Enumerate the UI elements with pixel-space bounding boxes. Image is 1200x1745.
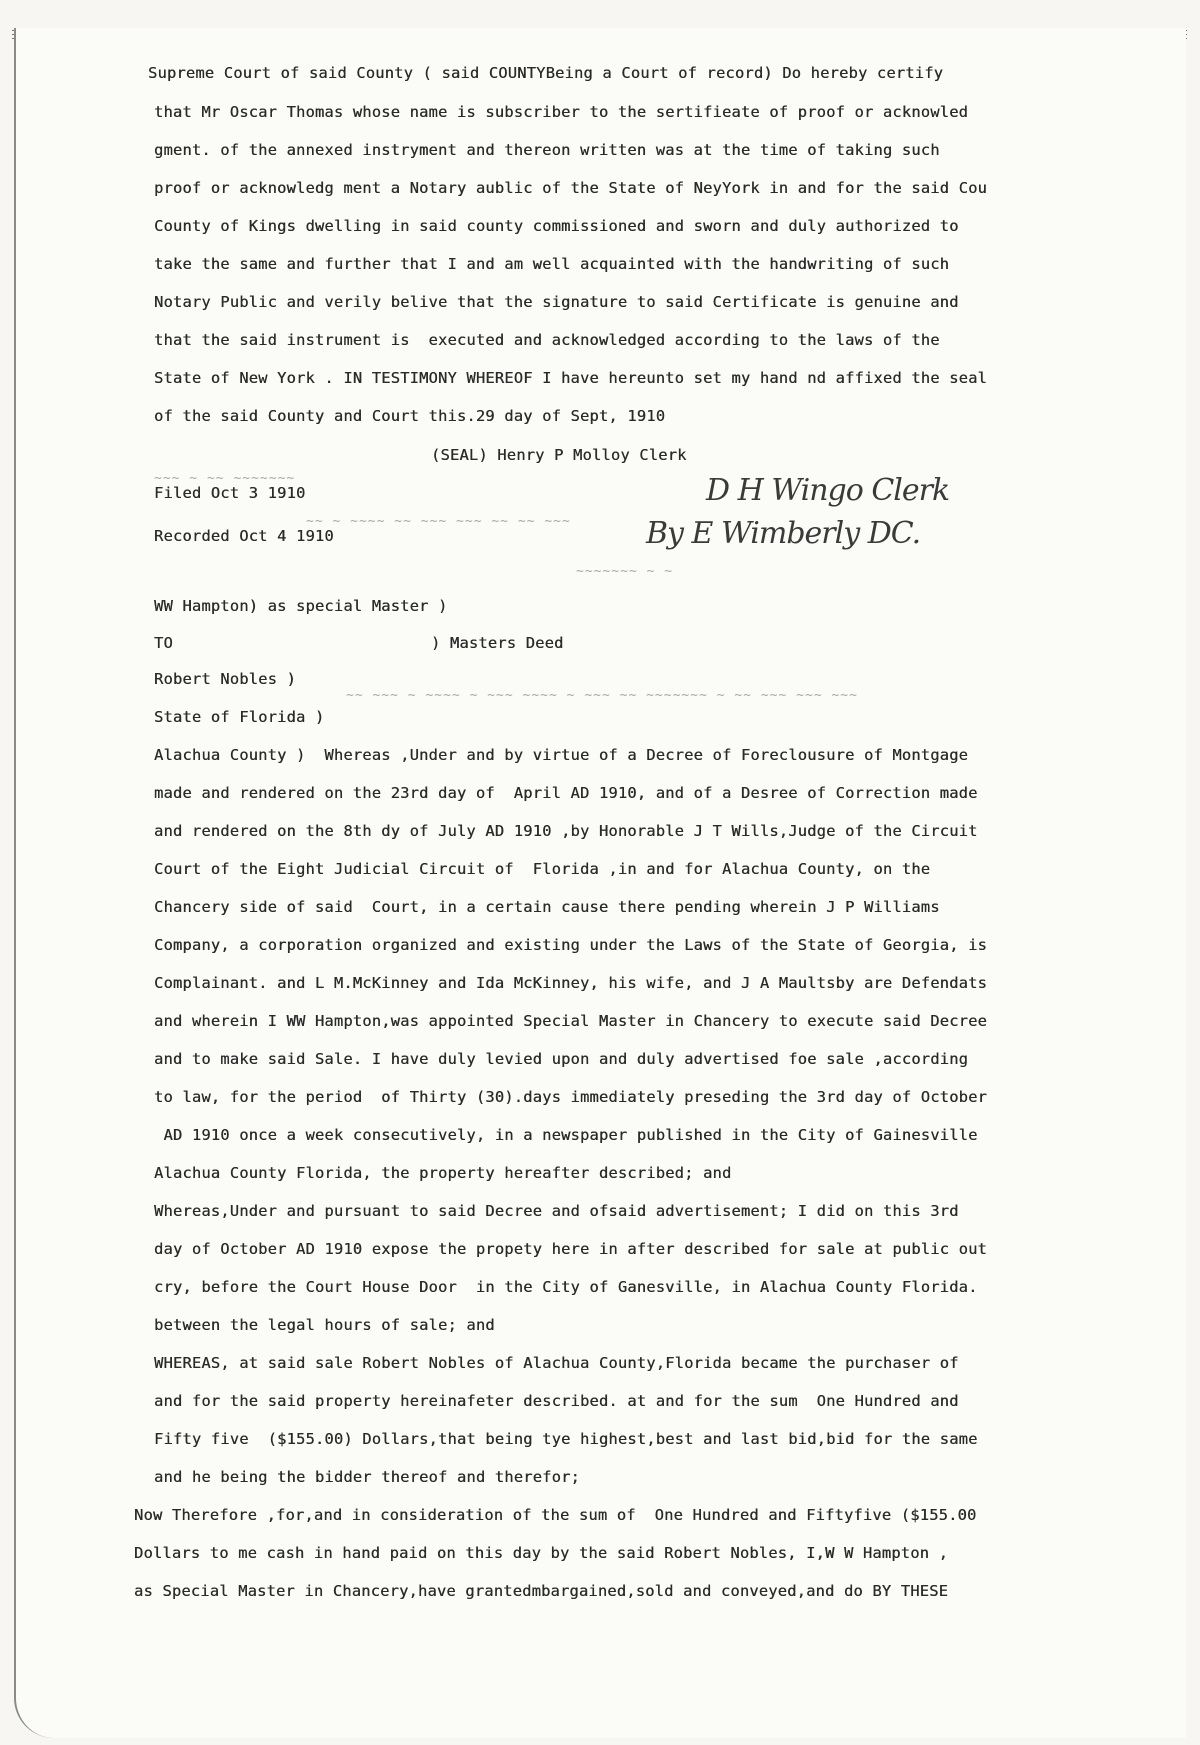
filed-date: Filed Oct 3 1910	[154, 484, 306, 502]
document-page	[14, 28, 1186, 1738]
text-line: State of Florida )	[154, 708, 325, 726]
text-line: gment. of the annexed instryment and thereon written was at the time of taking such	[154, 141, 940, 159]
text-line: day of October AD 1910 expose the propety here in after described for sale at public out	[154, 1240, 988, 1258]
text-line: Fifty five ($155.00) Dollars,that being tye highest,best and last bid,bid for the same	[154, 1430, 978, 1448]
text-line: that Mr Oscar Thomas whose name is subscriber to the sertifieate of proof or acknowled	[154, 103, 969, 121]
text-line: Chancery side of said Court, in a certain cause there pending wherein J P Williams	[154, 898, 940, 916]
text-line: and he being the bidder thereof and therefor;	[154, 1468, 580, 1486]
text-line: Company, a corporation organized and existing under the Laws of the State of Georgia, is	[154, 936, 988, 954]
text-line: Supreme Court of said County ( said COUNTYBeing a Court of record) Do hereby certify	[148, 64, 944, 82]
text-line: as Special Master in Chancery,have grantedmbargained,sold and conveyed,and do BY THESE	[134, 1582, 949, 1600]
text-line: Alachua County Florida, the property hereafter described; and	[154, 1164, 732, 1182]
text-line: between the legal hours of sale; and	[154, 1316, 495, 1334]
text-line: cry, before the Court House Door in the City of Ganesville, in Alachua County Florida.	[154, 1278, 978, 1296]
text-line: and to make said Sale. I have duly levied upon and duly advertised foe sale ,according	[154, 1050, 969, 1068]
text-line: Court of the Eight Judicial Circuit of Florida ,in and for Alachua County, on the	[154, 860, 931, 878]
text-line: take the same and further that I and am well acquainted with the handwriting of such	[154, 255, 950, 273]
caption-title: ) Masters Deed	[431, 634, 564, 652]
clerk-signature: D H Wingo Clerk	[706, 473, 950, 508]
bleed-through-mark: ~~~~~~~ ~ ~	[576, 564, 674, 579]
bleed-through-mark: ~~ ~ ~~~~ ~~ ~~~ ~~~ ~~ ~~ ~~~	[306, 514, 571, 529]
text-line: and rendered on the 8th dy of July AD 1910 ,by Honorable J T Wills,Judge of the Circuit	[154, 822, 978, 840]
text-line: that the said instrument is executed and acknowledged according to the laws of the	[154, 331, 940, 349]
text-line: State of New York . IN TESTIMONY WHEREOF I have hereunto set my hand nd affixed the seal	[154, 369, 988, 387]
bleed-through-mark: ~~ ~~~ ~ ~~~~ ~ ~~~ ~~~~ ~ ~~~ ~~ ~~~~~~~ ~ ~~ ~~~ ~~~ ~~~	[346, 688, 858, 703]
text-line: Alachua County ) Whereas ,Under and by virtue of a Decree of Foreclousure of Montgage	[154, 746, 969, 764]
text-line: Dollars to me cash in hand paid on this day by the said Robert Nobles, I,W W Hampton ,	[134, 1544, 949, 1562]
text-line: WHEREAS, at said sale Robert Nobles of Alachua County,Florida became the purchaser of	[154, 1354, 959, 1372]
bleed-through-mark: ~~~ ~ ~~ ~~~~~~~	[154, 471, 296, 486]
text-line: Whereas,Under and pursuant to said Decree and ofsaid advertisement; I did on this 3rd	[154, 1202, 959, 1220]
text-line: AD 1910 once a week consecutively, in a newspaper published in the City of Gainesville	[154, 1126, 978, 1144]
text-line: of the said County and Court this.29 day of Sept, 1910	[154, 407, 666, 425]
text-line: Now Therefore ,for,and in consideration of the sum of One Hundred and Fiftyfive ($155.00	[134, 1506, 977, 1524]
text-line: to law, for the period of Thirty (30).days immediately preseding the 3rd day of October	[154, 1088, 988, 1106]
recorded-date: Recorded Oct 4 1910	[154, 527, 334, 545]
text-line: proof or acknowledg ment a Notary aublic of the State of NeyYork in and for the said Cou	[154, 179, 988, 197]
text-line: County of Kings dwelling in said county commissioned and sworn and duly authorized to	[154, 217, 959, 235]
seal-line: (SEAL) Henry P Molloy Clerk	[431, 446, 687, 464]
text-line: Complainant. and L M.McKinney and Ida McKinney, his wife, and J A Maultsby are Defendats	[154, 974, 988, 992]
deputy-clerk-signature: By E Wimberly DC.	[646, 516, 921, 551]
caption-line: Robert Nobles )	[154, 670, 296, 688]
caption-line: WW Hampton) as special Master )	[154, 597, 448, 615]
text-line: and wherein I WW Hampton,was appointed Special Master in Chancery to execute said Decree	[154, 1012, 988, 1030]
text-line: made and rendered on the 23rd day of April AD 1910, and of a Desree of Correction made	[154, 784, 978, 802]
text-line: Notary Public and verily belive that the signature to said Certificate is genuine and	[154, 293, 959, 311]
caption-line: TO	[154, 634, 173, 652]
text-line: and for the said property hereinafeter described. at and for the sum One Hundred and	[154, 1392, 959, 1410]
